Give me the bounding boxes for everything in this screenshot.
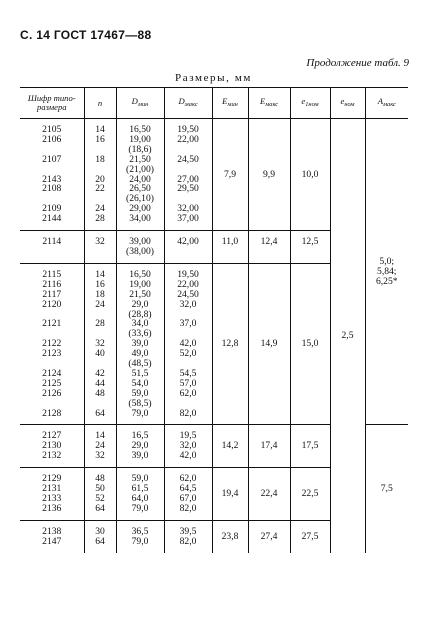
cell-d-min: 59,0 61,5 64,0 79,0 xyxy=(116,468,164,521)
cell-e-min: 11,0 xyxy=(212,231,248,264)
header-e-nom: $e_{ном}$ xyxy=(330,88,365,119)
cell-e-max: 22,4 xyxy=(248,468,290,521)
header-d-max: $D_{макс}$ xyxy=(164,88,212,119)
cell-e-min: 7,9 xyxy=(212,119,248,231)
page-reference: С. 14 ГОСТ 17467—88 xyxy=(20,28,152,42)
cell-n: 32 xyxy=(84,231,116,264)
cell-n: 14 16 18 20 22 24 28 xyxy=(84,119,116,231)
cell-n: 14 16 18 24 28 32 40 42 44 48 64 xyxy=(84,263,116,425)
cell-e-min: 14,2 xyxy=(212,425,248,468)
dimensions-table xyxy=(20,87,408,553)
cell-n: 30 64 xyxy=(84,520,116,552)
cell-d-max: 39,5 82,0 xyxy=(164,520,212,552)
cell-e-min: 23,8 xyxy=(212,520,248,552)
cell-n: 14 24 32 xyxy=(84,425,116,468)
header-shifr: Шифр типо-размера xyxy=(20,88,84,119)
header-e-max: $E_{макс}$ xyxy=(248,88,290,119)
cell-e1-nom: 22,5 xyxy=(290,468,330,521)
header-e1-nom: $e_{1ном}$ xyxy=(290,88,330,119)
cell-d-min: 39,00 (38,00) xyxy=(116,231,164,264)
cell-e1-nom: 15,0 xyxy=(290,263,330,425)
header-e-min: $E_{мин}$ xyxy=(212,88,248,119)
cell-a-max-upper: 5,0; 5,84; 6,25* xyxy=(365,119,408,425)
cell-d-max: 19,5 32,0 42,0 xyxy=(164,425,212,468)
cell-d-min: 16,5 29,0 39,0 xyxy=(116,425,164,468)
cell-shifr: 2105 2106 2107 2143 2108 2109 2144 xyxy=(42,124,62,225)
cell-d-max: 42,00 xyxy=(164,231,212,264)
cell-d-min: 16,50 19,00 21,50 29,0 (28,8) 34,0 (33,6) 39,0 49,0 (48,5) 51,5 54,0 59,0 (58,5) 79,0 xyxy=(116,263,164,425)
cell-e1-nom: 10,0 xyxy=(290,119,330,231)
cell-e-max: 12,4 xyxy=(248,231,290,264)
cell-e-max: 9,9 xyxy=(248,119,290,231)
cell-e-min: 12,8 xyxy=(212,263,248,425)
cell-shifr: 2138 2147 xyxy=(20,520,84,552)
cell-e1-nom: 12,5 xyxy=(290,231,330,264)
cell-d-max: 19,50 22,00 24,50 27,00 29,50 32,00 37,00 xyxy=(164,119,212,231)
cell-shifr: 2115 2116 2117 2120 2121 2122 2123 2124 2125 2126 2128 xyxy=(20,263,84,425)
cell-shifr: 2129 2131 2133 2136 xyxy=(20,468,84,521)
cell-shifr: 2127 2130 2132 xyxy=(20,425,84,468)
cell-shifr: 2114 xyxy=(20,231,84,264)
cell-d-min: 16,50 19,00 (18,6) 21,50 (21,00) 24,00 26,50 (26,10) 29,00 34,00 xyxy=(116,119,164,231)
table-row-group-1 xyxy=(20,119,408,231)
cell-e1-nom: 27,5 xyxy=(290,520,330,552)
cell-e-max: 14,9 xyxy=(248,263,290,425)
cell-d-min: 36,5 79,0 xyxy=(116,520,164,552)
table-header-row xyxy=(20,88,408,119)
cell-e-nom: 2,5 xyxy=(330,119,365,553)
cell-e1-nom: 17,5 xyxy=(290,425,330,468)
header-n: n xyxy=(84,88,116,119)
cell-d-max: 62,0 64,5 67,0 82,0 xyxy=(164,468,212,521)
table-continuation-note: Продолжение табл. 9 xyxy=(306,57,409,69)
cell-n: 48 50 52 64 xyxy=(84,468,116,521)
cell-e-min: 19,4 xyxy=(212,468,248,521)
cell-e-max: 17,4 xyxy=(248,425,290,468)
header-d-min: $D_{мин}$ xyxy=(116,88,164,119)
cell-a-max-lower: 7,5 xyxy=(365,425,408,553)
cell-e-max: 27,4 xyxy=(248,520,290,552)
header-a-max: $A_{макс}$ xyxy=(365,88,408,119)
table-caption: Размеры, мм xyxy=(175,72,252,84)
cell-d-max: 19,50 22,00 24,50 32,0 37,0 42,0 52,0 54,5 57,0 62,0 82,0 xyxy=(164,263,212,425)
